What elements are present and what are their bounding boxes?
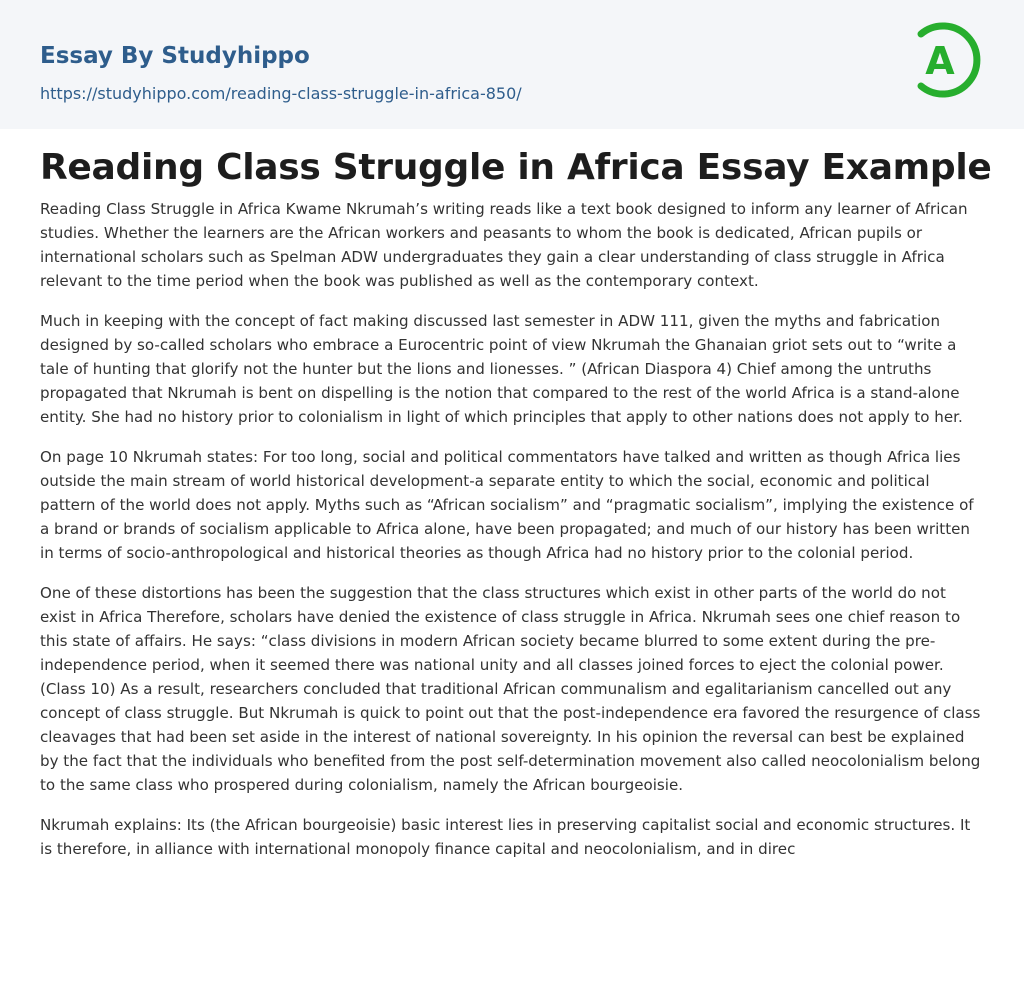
article-paragraph-5: Nkrumah explains: Its (the African bourgeoisie) basic interest lies in preserving capitalist social and economic structures. It is therefore, in alliance with international monopoly finance capital and neocolonialism, and in direc <box>40 816 971 858</box>
article-title: Reading Class Struggle in Africa Essay Example <box>40 147 992 188</box>
article-paragraph-2: Much in keeping with the concept of fact making discussed last semester in ADW 111, given the myths and fabrication designed by so-called scholars who embrace a Eurocentric point of view Nkrumah the Ghanaian griot sets out to “write a tale of hunting that glorify not the hunter but the lions and lionesses. ” (African Diaspora 4) Chief among the untruths propagated that Nkrumah is bent on dispelling is the notion that compared to the rest of the world Africa is a stand-alone entity. She had no history prior to colonialism in light of which principles that apply to other nations does not apply to her. <box>40 312 963 426</box>
studyhippo-logo[interactable] <box>911 18 987 106</box>
article-paragraph-3: On page 10 Nkrumah states: For too long, social and political commentators have talked and written as though Africa lies outside the main stream of world historical development-a separate entity to which the social, economic and political pattern of the world does not apply. Myths such as “African socialism” and “pragmatic socialism”, implying the existence of a brand or brands of socialism applicable to Africa alone, have been propagated; and much of our history has been written in terms of socio-anthropological and historical theories as though Africa had no history prior to the colonial period. <box>40 448 974 562</box>
logo-ring-icon <box>911 18 987 106</box>
article-paragraph-1: Reading Class Struggle in Africa Kwame Nkrumah’s writing reads like a text book designed to inform any learner of African studies. Whether the learners are the African workers and peasants to whom the book is dedicated, African pupils or international scholars such as Spelman ADW undergraduates they gain a clear understanding of class struggle in Africa relevant to the time period when the book was published as well as the contemporary context. <box>40 200 968 290</box>
article-content <box>40 145 992 877</box>
article-url-link[interactable]: https://studyhippo.com/reading-class-struggle-in-africa-850/ <box>40 84 522 103</box>
brand-name: Essay By Studyhippo <box>40 43 310 69</box>
site-header <box>0 0 1024 129</box>
logo-letter: A <box>925 39 955 83</box>
article-paragraph-4: One of these distortions has been the suggestion that the class structures which exist in other parts of the world do not exist in Africa Therefore, scholars have denied the existence of class struggle in Africa. Nkrumah sees one chief reason to this state of affairs. He says: “class divisions in modern African society became blurred to some extent during the pre-independence period, when it seemed there was national unity and all classes joined forces to eject the colonial power. (Class 10) As a result, researchers concluded that traditional African communalism and egalitarianism cancelled out any concept of class struggle. But Nkrumah is quick to point out that the post-independence era favored the resurgence of class cleavages that had been set aside in the interest of national sovereignty. In his opinion the reversal can best be explained by the fact that the individuals who benefited from the post self-determination movement also called neocolonialism belong to the same class who prospered during colonialism, namely the African bourgeoisie. <box>40 584 981 794</box>
